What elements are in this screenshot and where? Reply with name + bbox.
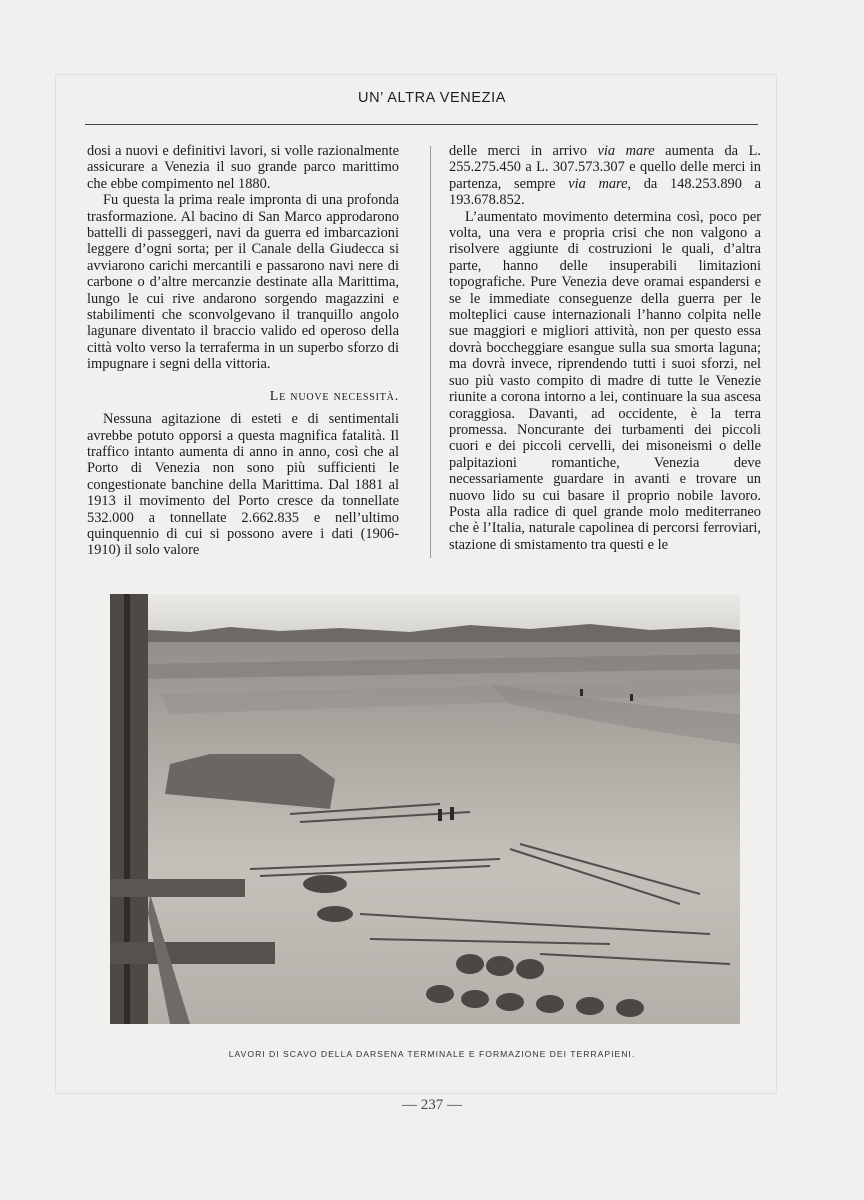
page-number: — 237 — (402, 1097, 462, 1113)
paragraph (449, 143, 761, 209)
right-column (449, 143, 761, 553)
left-column (87, 143, 399, 559)
text-run: , da 148.253.890 a 193.678.852. (449, 175, 761, 209)
photo-illustration (110, 594, 740, 1024)
column-divider (430, 146, 431, 558)
photograph (110, 594, 740, 1024)
figure-caption: LAVORI DI SCAVO DELLA DARSENA TERMINALE E FORMAZIONE DEI TERRAPIENI. (228, 1049, 636, 1059)
italic-term: via mare (568, 175, 628, 192)
section-heading: Le nuove necessità. (269, 388, 399, 404)
italic-term: via mare (597, 143, 655, 159)
paragraph: Nessuna agitazione di esteti e di sentimentali avrebbe potuto opporsi a questa magnifica fatalità. Il traffico intanto aumenta di anno in anno, così che al Porto di Venezia non sono più sufficienti le congestionate banchine della Marittima. Dal 1881 al 1913 il movimento del Porto cresce da tonnellate 532.000 a tonnellate 2.662.835 e nell’ultimo quinquennio di cui si possono avere i dati (1906-1910) il solo valore (87, 411, 399, 559)
paragraph: dosi a nuovi e definitivi lavori, si volle razionalmente assicurare a Venezia il suo grande parco marittimo che ebbe compimento nel 1880. (87, 143, 399, 192)
paragraph: L’aumentato movimento determina così, poco per volta, una vera e propria crisi che non valgono a risolvere aggiunte di costruzioni le quali, d’altra parte, hanno delle insuperabili limitazioni topografiche. Pure Venezia deve oramai espandersi e se le immediate conseguenze della guerra per le molteplici cause internazionali l’hanno colpita nelle sue maggiori e migliori attività, non per questo essa dovrà boccheggiare esangue sulla sua smorta laguna; ma dovrà invece, riprendendo tutti i suoi sforzi, nel suo più vasto compito di madre di tutte le Venezie riunite a corona intorno a lei, continuare la sua ascesa coraggiosa. Davanti, ad occidente, è la terra promessa. Noncurante dei turbamenti dei piccoli cuori e dei piccoli cervelli, dei misoneismi o delle palpitazioni romantiche, Venezia deve necessariamente guardare in avanti e trovare un nuovo lido su cui basare il proprio nobile lavoro. Posta alla radice di quel grande molo mediterraneo che è l’Italia, naturale capolinea di percorsi ferroviari, stazione di smistamento tra questi e le (449, 208, 761, 553)
header-rule (85, 124, 758, 125)
paragraph: Fu questa la prima reale impronta di una profonda trasformazione. Al bacino di San Marco approdarono battelli di passeggeri, navi da guerra ed imbarcazioni leggere d’ogni sorta; per il Canale della Giudecca si avviarono carichi mercantili e passarono navi nere di carbone o d’altre mercanzie destinate alla Marittima, lungo le cui rive andarono sorgendo magazzini e stabilimenti che sconvolgevano il tranquillo angolo lagunare diventato il braccio valido ed operoso della città volto verso la terraferma in un superbo sforzo di impugnare i segni della vittoria. (87, 192, 399, 373)
text-run: delle merci in arrivo (449, 143, 598, 159)
text-run: aumenta da L. 255.275.450 a L. 307.573.307 e quello delle merci in partenza, sempre (449, 143, 761, 192)
running-header: UN’ ALTRA VENEZIA (358, 90, 506, 106)
